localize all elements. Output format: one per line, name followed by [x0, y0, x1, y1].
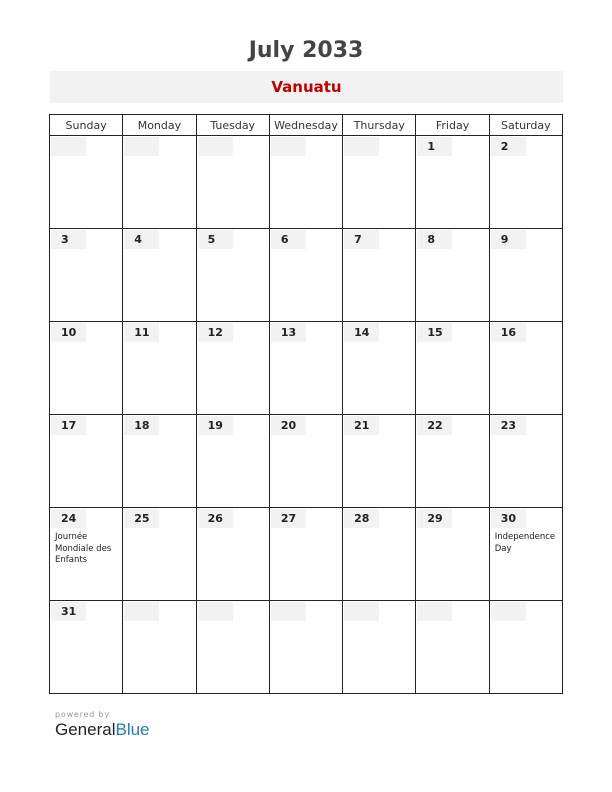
day-number: 11 — [124, 323, 159, 342]
holiday-label: Journée Mondiale des Enfants — [55, 532, 112, 565]
country-name: Vanuatu — [271, 78, 342, 96]
day-cell — [50, 601, 123, 694]
day-number: 26 — [198, 509, 233, 528]
day-number: 10 — [51, 323, 86, 342]
day-number: 28 — [344, 509, 379, 528]
weekday-header: Wednesday — [269, 115, 342, 136]
day-cell — [269, 508, 342, 601]
day-number — [344, 602, 379, 621]
day-number: 30 — [491, 509, 526, 528]
day-number: 24 — [51, 509, 86, 528]
day-number — [198, 602, 233, 621]
day-number: 16 — [491, 323, 526, 342]
brand-blue: Blue — [115, 720, 150, 739]
day-number: 25 — [124, 509, 159, 528]
day-cell — [343, 601, 416, 694]
day-number — [198, 137, 233, 156]
day-number: 14 — [344, 323, 379, 342]
day-cell — [123, 415, 196, 508]
weekday-header: Friday — [416, 115, 489, 136]
day-number — [124, 602, 159, 621]
day-cell — [269, 601, 342, 694]
day-number: 21 — [344, 416, 379, 435]
day-number — [491, 602, 526, 621]
footer — [55, 710, 150, 740]
day-cell — [489, 322, 562, 415]
week-row — [50, 508, 563, 601]
day-cell — [343, 508, 416, 601]
day-cell — [123, 229, 196, 322]
day-cell — [343, 229, 416, 322]
day-cell — [489, 601, 562, 694]
day-cell — [196, 322, 269, 415]
day-number — [344, 137, 379, 156]
day-number: 7 — [344, 230, 379, 249]
day-number: 19 — [198, 416, 233, 435]
day-cell — [489, 508, 562, 601]
day-number: 15 — [417, 323, 452, 342]
day-number: 12 — [198, 323, 233, 342]
week-row — [50, 601, 563, 694]
holiday-label: Independence Day — [494, 532, 556, 554]
powered-by-text: powered by — [55, 710, 110, 719]
day-cell — [123, 508, 196, 601]
day-cell — [123, 322, 196, 415]
day-cell — [343, 322, 416, 415]
day-number — [51, 137, 86, 156]
day-cell — [489, 415, 562, 508]
day-number — [417, 602, 452, 621]
day-cell — [50, 415, 123, 508]
day-cell — [196, 508, 269, 601]
day-cell — [50, 229, 123, 322]
day-cell — [269, 322, 342, 415]
day-number: 1 — [417, 137, 452, 156]
day-cell — [196, 136, 269, 229]
day-cell — [416, 415, 489, 508]
weekday-header-row — [50, 115, 563, 136]
day-cell — [196, 415, 269, 508]
day-cell — [50, 508, 123, 601]
day-number: 22 — [417, 416, 452, 435]
day-number: 4 — [124, 230, 159, 249]
day-number: 8 — [417, 230, 452, 249]
day-cell — [489, 229, 562, 322]
day-cell — [123, 601, 196, 694]
day-cell — [416, 601, 489, 694]
day-number: 20 — [271, 416, 306, 435]
day-cell — [343, 136, 416, 229]
day-number: 29 — [417, 509, 452, 528]
day-number: 17 — [51, 416, 86, 435]
day-number: 9 — [491, 230, 526, 249]
day-number: 5 — [198, 230, 233, 249]
day-cell — [50, 322, 123, 415]
day-number: 6 — [271, 230, 306, 249]
day-cell — [196, 229, 269, 322]
week-row — [50, 322, 563, 415]
day-cell — [416, 508, 489, 601]
day-number: 27 — [271, 509, 306, 528]
weekday-header: Monday — [123, 115, 196, 136]
weekday-header: Thursday — [343, 115, 416, 136]
day-cell — [416, 136, 489, 229]
weekday-header: Sunday — [50, 115, 123, 136]
day-number: 2 — [491, 137, 526, 156]
country-banner — [50, 71, 563, 103]
day-number: 13 — [271, 323, 306, 342]
day-number — [271, 137, 306, 156]
day-cell — [489, 136, 562, 229]
day-number: 3 — [51, 230, 86, 249]
calendar-title: July 2033 — [248, 38, 364, 63]
calendar-body — [50, 136, 563, 694]
day-number: 18 — [124, 416, 159, 435]
day-cell — [196, 601, 269, 694]
day-cell — [50, 136, 123, 229]
day-cell — [269, 136, 342, 229]
brand-general: General — [55, 720, 116, 739]
calendar-grid — [49, 114, 563, 694]
weekday-header: Tuesday — [196, 115, 269, 136]
generalblue-logo[interactable] — [55, 720, 150, 740]
day-number: 31 — [51, 602, 86, 621]
day-number — [124, 137, 159, 156]
weekday-header: Saturday — [489, 115, 562, 136]
week-row — [50, 415, 563, 508]
day-cell — [123, 136, 196, 229]
day-cell — [269, 415, 342, 508]
day-cell — [343, 415, 416, 508]
week-row — [50, 229, 563, 322]
day-number: 23 — [491, 416, 526, 435]
day-cell — [416, 229, 489, 322]
week-row — [50, 136, 563, 229]
day-number — [271, 602, 306, 621]
day-cell — [269, 229, 342, 322]
day-cell — [416, 322, 489, 415]
